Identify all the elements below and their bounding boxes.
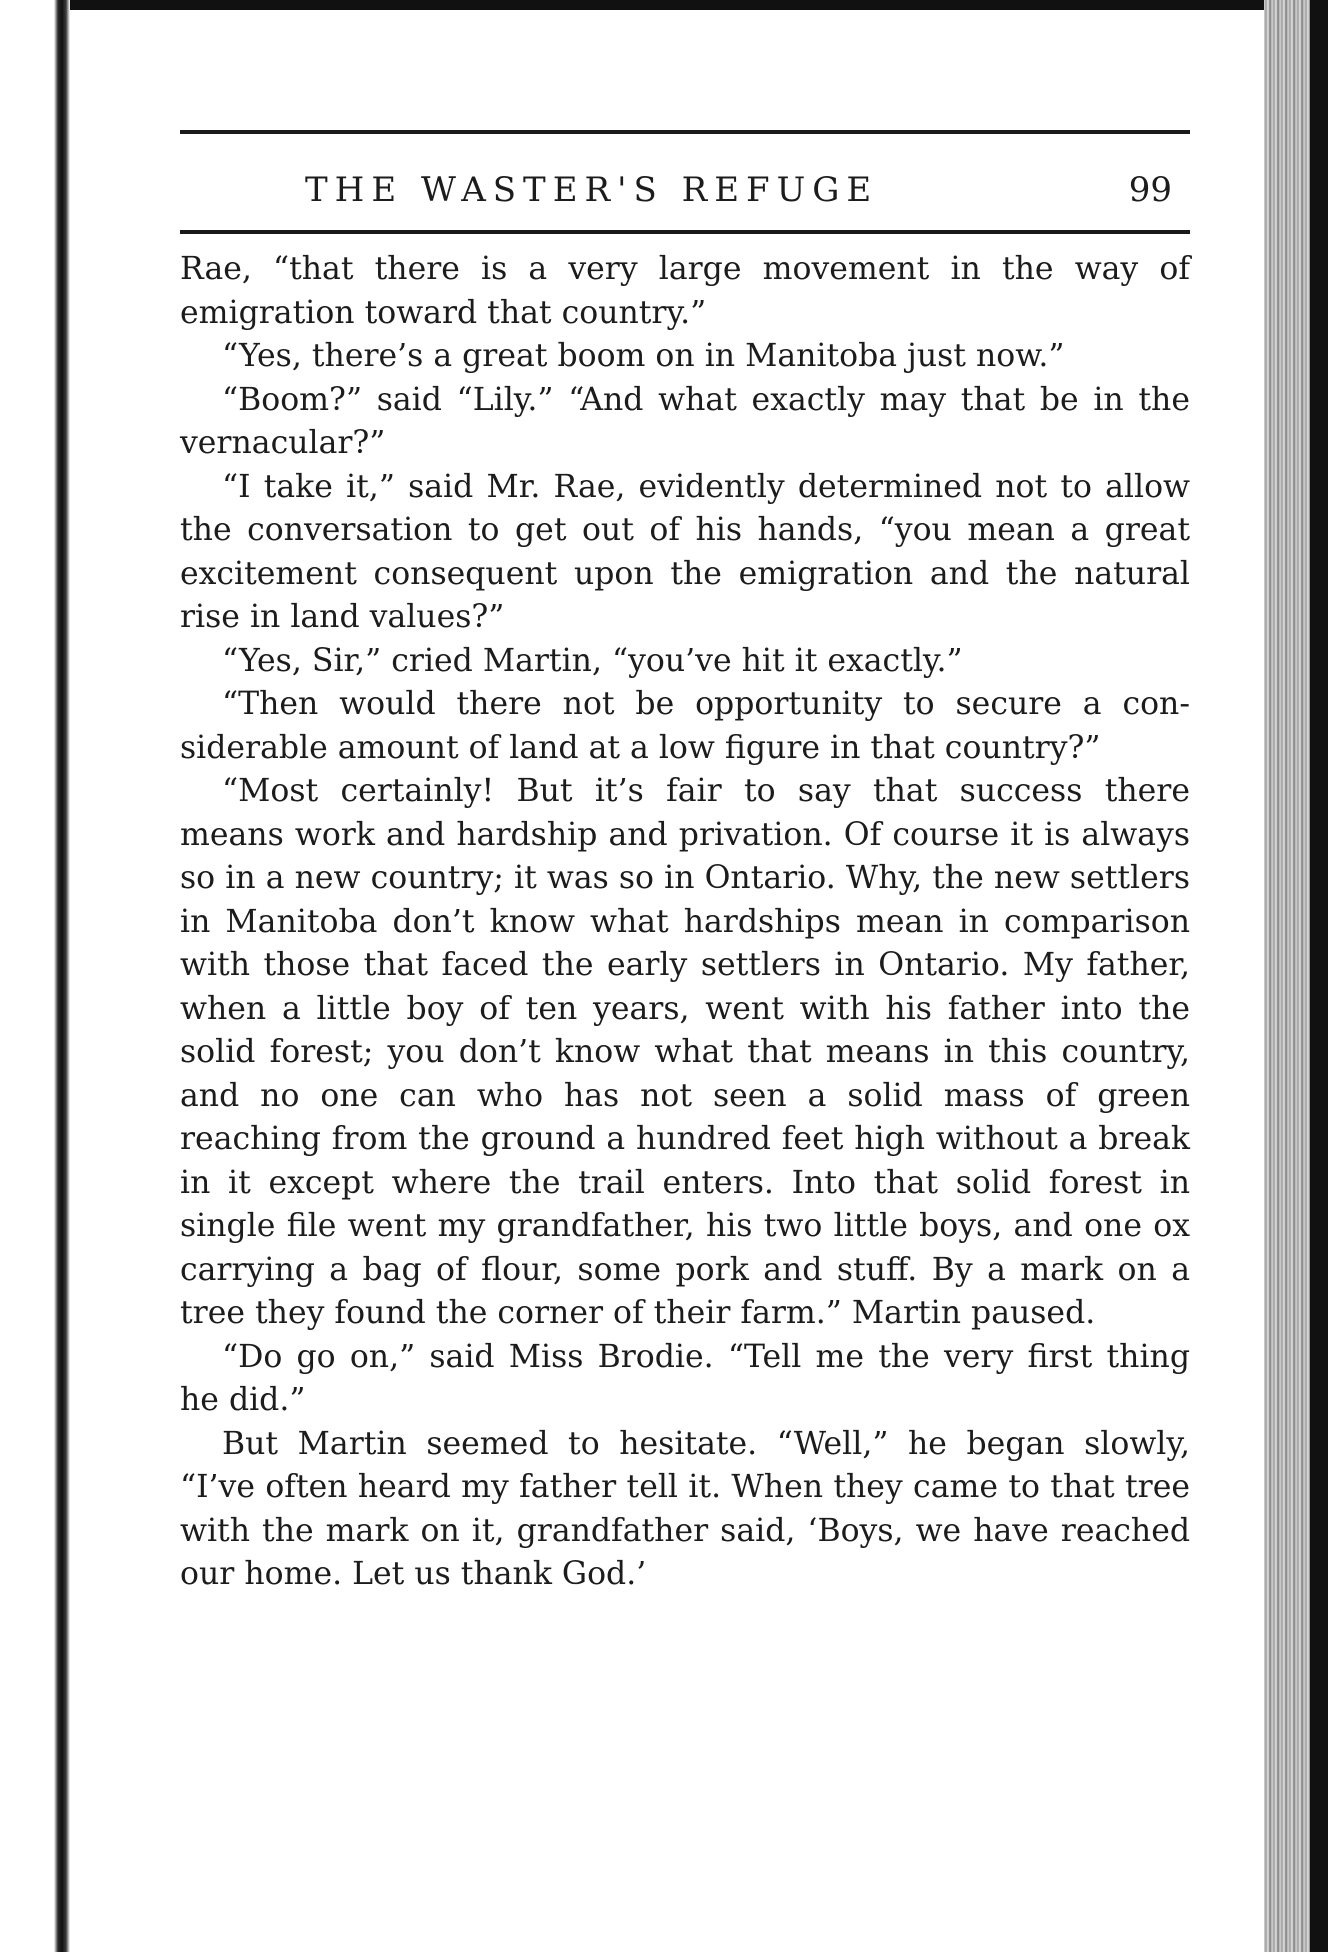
paragraph: “Most certainly! But it’s fair to say that success there means work and hardship and privation. Of course it is always so in a new country; it was so in Ontario. Why, the new settlers in Manitoba don’t know what hardships mean in comparison with those that faced the early settlers in Ontario. My father, when a little boy of ten years, went with his father into the solid forest; you don’t know what that means in this country, and no one can who has not seen a solid mass of green reaching from the ground a hundred feet high without a break in it except where the trail enters. Into that solid forest in single file went my grandfather, his two little boys, and one ox carrying a bag of flour, some pork and stuff. By a mark on a tree they found the corner of their farm.” Martin paused. xyxy=(180,773,1190,1331)
paragraph: But Martin seemed to hesitate. “Well,” he began slowly, “I’ve often heard my father tell it. When they came to that tree with the mark on it, grandfather said, ‘Boys, we have reached our home. Let us thank God.’ xyxy=(180,1425,1190,1592)
running-title: THE WASTER'S REFUGE xyxy=(305,170,879,210)
book-page xyxy=(180,130,1190,1597)
paragraph: Rae, “that there is a very large movement in the way of emigration toward that country.” xyxy=(180,251,1190,331)
paragraph: “Then would there not be opportunity to secure a considerable amount of land at a low figure in that country?” xyxy=(180,686,1190,766)
running-head xyxy=(180,134,1190,230)
page-number: 99 xyxy=(1128,170,1172,210)
paragraph: “Yes, there’s a great boom on in Manitoba just now.” xyxy=(222,338,1065,374)
header-rule-bottom xyxy=(180,230,1190,234)
book-spine-shadow xyxy=(0,0,70,1952)
paragraph: “Yes, Sir,” cried Martin, “you’ve hit it exactly.” xyxy=(222,642,963,679)
paragraph: “Do go on,” said Miss Brodie. “Tell me the very first thing he did.” xyxy=(180,1338,1190,1418)
page-edges-right xyxy=(1264,0,1328,1952)
paragraph: “I take it,” said Mr. Rae, evidently determined not to allow the conversation to get out of his hands, “you mean a great excitement consequent upon the emigration and the natural rise in land values?” xyxy=(180,468,1190,635)
scan-border-top xyxy=(0,0,1328,10)
paragraph: “Boom?” said “Lily.” “And what exactly may that be in the vernacular?” xyxy=(180,381,1190,461)
body-text xyxy=(180,248,1190,1597)
